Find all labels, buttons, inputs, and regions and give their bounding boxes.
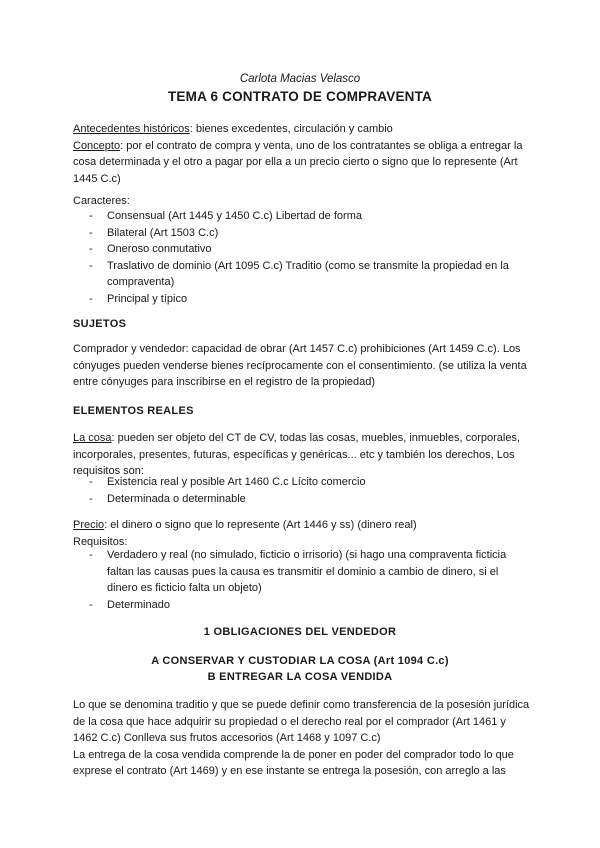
- list-item: - Oneroso conmutativo: [89, 241, 529, 258]
- list-item: - Existencia real y posible Art 1460 C.c Lícito comercio: [89, 474, 529, 491]
- cosa-text: : pueden ser objeto del CT de CV, todas las cosas, muebles, inmuebles, corporales, incorporales, presentes, futuras, específicas y genéricas... etc y también los derechos, Los requisitos son:: [73, 432, 520, 477]
- list-item: - Determinada o determinable: [89, 491, 529, 508]
- list-item: - Determinado: [89, 597, 529, 614]
- sujetos-heading: SUJETOS: [73, 318, 127, 330]
- list-item: - Bilateral (Art 1503 C.c): [89, 225, 529, 242]
- traditio-section: [73, 697, 533, 780]
- requisitos-label: Requisitos:: [73, 535, 128, 548]
- caracteres-list: [89, 208, 529, 307]
- obligaciones-heading: 1 OBLIGACIONES DEL VENDEDOR: [203, 626, 397, 638]
- elementos-heading: ELEMENTOS REALES: [73, 405, 194, 417]
- author-name: Carlota Macias Velasco: [239, 73, 361, 85]
- precio-requisitos-list: [89, 547, 529, 613]
- page-title: TEMA 6 CONTRATO DE COMPRAVENTA: [167, 89, 432, 104]
- list-item: - Consensual (Art 1445 y 1450 C.c) Libertad de forma: [89, 208, 529, 225]
- concepto-label: Concepto: [73, 139, 121, 152]
- caracteres-heading: Caracteres:: [73, 195, 130, 207]
- intro-section: [73, 121, 533, 187]
- list-item: - Principal y típico: [89, 291, 529, 308]
- cosa-label: La cosa: [73, 432, 112, 444]
- entrega-paragraph: La entrega de la cosa vendida comprende la de poner en poder del comprador todo lo que exprese el contrato (Art 1469) y en ese instante se entrega la posesión, con arreglo a las: [73, 748, 514, 777]
- cosa-requisitos-list: [89, 474, 529, 507]
- cosa-paragraph: [73, 430, 533, 480]
- sujetos-paragraph: Comprador y vendedor: capacidad de obrar (Art 1457 C.c) prohibiciones (Art 1459 C.c). Los cónyuges pueden venderse bienes recíprocamente con el consentimiento. (se utiliza la venta entre cónyuges para inscribirse en el registro de la propiedad): [73, 343, 527, 388]
- list-item: - Verdadero y real (no simulado, ficticio o irrisorio) (si hago una compraventa ficticia faltan las causas pues la causa es transmitir el dominio a cambio de dinero, si el dinero es ficticio falta un objeto): [89, 547, 529, 597]
- precio-section: [73, 517, 533, 550]
- antecedentes-text: : bienes excedentes, circulación y cambio: [189, 123, 393, 135]
- concepto-paragraph: [73, 138, 533, 188]
- precio-text: : el dinero o signo que lo represente (Art 1446 y ss) (dinero real): [104, 519, 417, 531]
- list-item: - Traslativo de dominio (Art 1095 C.c) Traditio (como se transmite la propiedad en la compraventa): [89, 258, 529, 291]
- antecedentes-label: Antecedentes históricos: [73, 123, 190, 135]
- precio-label: Precio: [73, 519, 105, 531]
- concepto-text: : por el contrato de compra y venta, uno de los contratantes se obliga a entregar la cosa determinada y el otro a pagar por ella a un precio cierto o signo que lo represente (Art 1445 C.c): [73, 139, 523, 185]
- subheading-conservar: A CONSERVAR Y CUSTODIAR LA COSA (Art 1094 C.c): [151, 655, 449, 667]
- antecedentes-line: [73, 121, 533, 138]
- subheading-entregar: B ENTREGAR LA COSA VENDIDA: [207, 671, 393, 683]
- traditio-paragraph: Lo que se denomina traditio y que se puede definir como transferencia de la posesión jurídica de la cosa que hace adquirir su propiedad o el derecho real por el comprador (Art 1461 y 1462 C.c) Conlleva sus frutos accesorios (Art 1468 y 1097 C.c): [73, 699, 530, 744]
